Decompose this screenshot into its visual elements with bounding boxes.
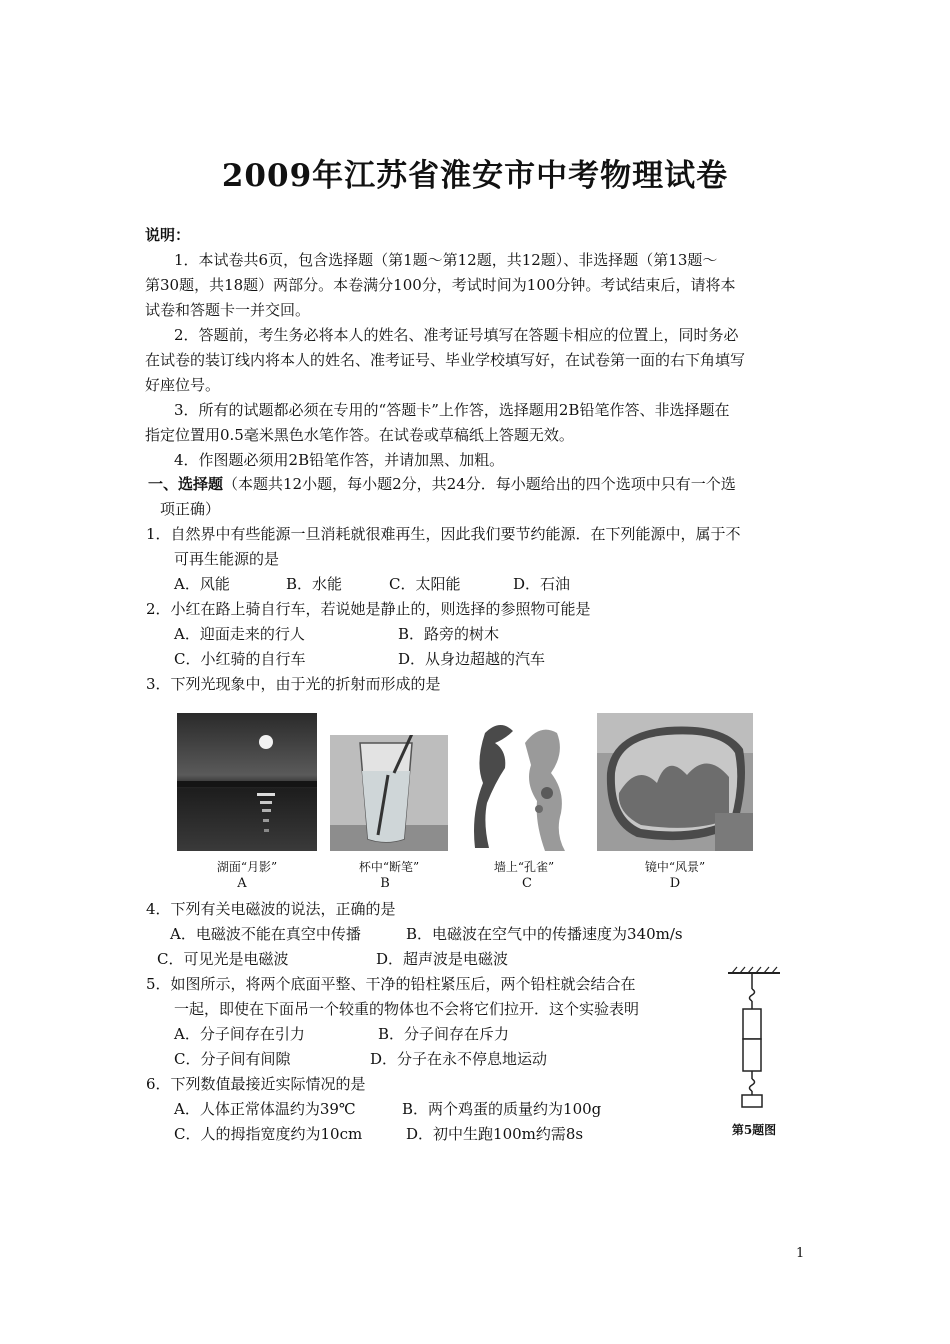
instruction-line: 2．答题前，考生务必将本人的姓名、准考证号填写在答题卡相应的位置上，同时务必: [174, 326, 739, 344]
instruction-line: 1．本试卷共6页，包含选择题（第1题～第12题，共12题）、非选择题（第13题～: [174, 251, 718, 269]
q6-option-b: B．两个鸡蛋的质量约为100g: [402, 1100, 602, 1118]
q4-option-b: B．电磁波在空气中的传播速度为340m/s: [406, 925, 683, 943]
section-description-cont: 项正确）: [160, 500, 221, 518]
instruction-line: 4．作图题必须用2B铅笔作答，并请加黑、加粗。: [174, 451, 505, 469]
q2-stem: 2．小红在路上骑自行车，若说她是静止的，则选择的参照物可能是: [146, 600, 591, 618]
instruction-line: 第30题，共18题）两部分。本卷满分100分，考试时间为100分钟。考试结束后，请将本: [145, 276, 736, 294]
q1-option-a: A．风能: [174, 575, 230, 593]
q3-letter-b: B: [380, 876, 390, 891]
q4-option-a: A．电磁波不能在真空中传播: [170, 925, 361, 943]
q1-option-b: B．水能: [286, 575, 343, 593]
q4-stem: 4．下列有关电磁波的说法，正确的是: [146, 900, 396, 918]
q1-option-d: D．石油: [513, 575, 571, 593]
q3-letter-a: A: [237, 876, 247, 891]
section-heading: 一、选择题: [148, 475, 224, 493]
glass-pencil-photo: [330, 735, 448, 851]
q3-caption-d: 镜中“风景”: [644, 860, 706, 874]
q6-option-c: C．人的拇指宽度约为10cm: [174, 1125, 363, 1143]
page-number: 1: [796, 1246, 805, 1261]
q5-option-d: D．分子在永不停息地运动: [370, 1050, 548, 1068]
q3-letter-d: D: [669, 876, 681, 891]
q3-stem: 3．下列光现象中，由于光的折射而形成的是: [146, 675, 441, 693]
q3-caption-b: 杯中“断笔”: [358, 860, 420, 874]
q3-letter-c: C: [522, 876, 532, 891]
q1-stem-cont: 可再生能源的是: [174, 550, 280, 568]
instruction-line: 3．所有的试题都必须在专用的“答题卡”上作答，选择题用2B铅笔作答、非选择题在: [174, 401, 730, 419]
instruction-line: 指定位置用0.5毫米黑色水笔作答。在试卷或草稿纸上答题无效。: [145, 426, 574, 444]
section-description: （本题共12小题，每小题2分，共24分．每小题给出的四个选项中只有一个选: [223, 475, 736, 493]
instruction-line: 在试卷的装订线内将本人的姓名、准考证号、毕业学校填写好，在试卷第一面的右下角填写: [145, 351, 746, 369]
section-heading-line: [148, 472, 736, 497]
q5-option-a: A．分子间存在引力: [174, 1025, 305, 1043]
q3-caption-a: 湖面“月影”: [216, 860, 278, 874]
q5-option-c: C．分子间有间隙: [174, 1050, 291, 1068]
q6-stem: 6．下列数值最接近实际情况的是: [146, 1075, 366, 1093]
lake-moon-photo: [177, 713, 317, 851]
q4-option-d: D．超声波是电磁波: [376, 950, 509, 968]
q2-option-c: C．小红骑的自行车: [174, 650, 306, 668]
q6-option-a: A．人体正常体温约为39℃: [174, 1100, 356, 1118]
car-mirror-photo: [597, 713, 753, 851]
q5-stem: 5．如图所示，将两个底面平整、干净的铅柱紧压后，两个铅柱就会结合在: [146, 975, 636, 993]
hand-shadow-photo: [465, 713, 583, 851]
q1-stem: 1．自然界中有些能源一旦消耗就很难再生，因此我们要节约能源．在下列能源中，属于不: [146, 525, 741, 543]
q4-option-c: C．可见光是电磁波: [157, 950, 289, 968]
q5-figure-caption: 第5题图: [731, 1123, 777, 1137]
q6-option-d: D．初中生跑100m约需8s: [406, 1125, 584, 1143]
q1-option-c: C．太阳能: [389, 575, 461, 593]
page-title: 2009年江苏省淮安市中考物理试卷: [221, 158, 729, 194]
q5-stem-cont: 一起，即使在下面吊一个较重的物体也不会将它们拉开．这个实验表明: [174, 1000, 640, 1018]
lead-cylinders-figure: [722, 965, 786, 1113]
q5-option-b: B．分子间存在斥力: [378, 1025, 510, 1043]
q2-option-a: A．迎面走来的行人: [174, 625, 305, 643]
instruction-line: 试卷和答题卡一并交回。: [145, 301, 311, 319]
instruction-line: 好座位号。: [145, 376, 221, 394]
q2-option-d: D．从身边超越的汽车: [398, 650, 546, 668]
instructions-heading: 说明：: [145, 226, 191, 244]
q2-option-b: B．路旁的树木: [398, 625, 500, 643]
q3-caption-c: 墙上“孔雀”: [493, 860, 555, 874]
